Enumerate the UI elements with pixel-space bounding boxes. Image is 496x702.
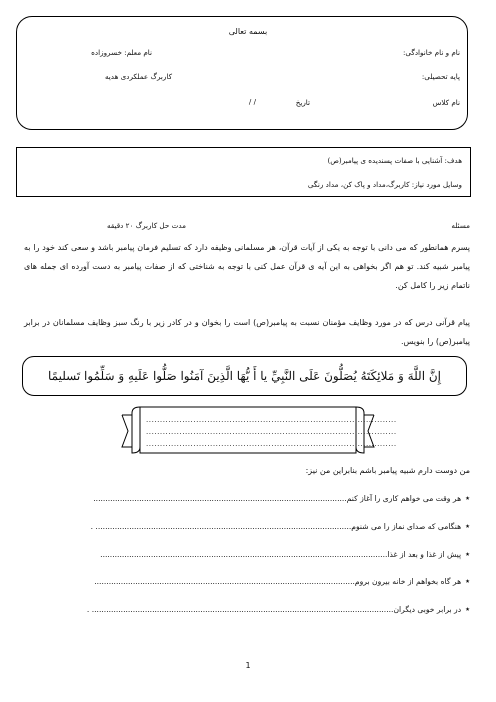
sentence-item[interactable]: ٭هنگامی که صدای نماز را می شنوم.......................................................................................................... . bbox=[90, 522, 470, 532]
goal-box bbox=[16, 147, 471, 197]
tools-text: وسایل مورد نیاز: کاربرگ،مداد و پاک کن، مداد رنگی bbox=[307, 180, 462, 189]
quran-verse: إِنَّ اللَّهَ وَ مَلائِكَتَهُ يُصَلُّونَ عَلَى النَّبِيِّ يا أَ يُّهَا الَّذِينَ آمَنُوا صَلُّوا عَلَيهِ وَ سَلِّمُوا تَسليمًا bbox=[47, 369, 442, 383]
star-bullet-icon: ٭ bbox=[465, 494, 470, 504]
grade-label: پایه تحصیلی: bbox=[421, 72, 460, 81]
sentence-item[interactable]: ٭هر وقت می خواهم کاری را آغاز کنم......................................................................................................... bbox=[93, 494, 470, 504]
sentence-item[interactable]: ٭در برابر خوبی دیگران............................................................................................................................. . bbox=[86, 605, 470, 615]
scroll-line-2[interactable]: .......................................................................................... bbox=[146, 427, 397, 436]
star-bullet-icon: ٭ bbox=[465, 522, 470, 532]
star-bullet-icon: ٭ bbox=[465, 550, 470, 560]
sentence-item[interactable]: ٭هر گاه بخواهم از خانه بیرون بروم............................................................................................................ bbox=[94, 577, 470, 587]
worksheet-label: کاربرگ عملکردی هدیه bbox=[104, 72, 172, 81]
star-bullet-icon: ٭ bbox=[465, 577, 470, 587]
goal-text: هدف: آشنایی با صفات پسندیده ی پیامبر(ص) bbox=[327, 156, 462, 165]
scroll-line-1[interactable]: .......................................................................................... bbox=[146, 415, 397, 424]
quran-verse-box bbox=[22, 356, 467, 396]
class-label: نام کلاس bbox=[432, 98, 460, 107]
bismillah: بسمه تعالی bbox=[228, 27, 268, 36]
teacher-label: نام معلم: خسروزاده bbox=[91, 48, 152, 57]
sentence-item[interactable]: ٭پیش از غذا و بعد از غذا....................................................................................................................... bbox=[100, 550, 470, 560]
date-slashes: / / bbox=[248, 97, 256, 106]
problem-paragraph: پسرم همانطور که می دانی با توجه به یکی از آیات قرآن، هر مسلمانی وظیفه دارد که تسلیم فرمان پیامبر باشد و سعی کند خود را به پیامبر شبیه کند. تو هم اگر بخواهی به این آیه ی قرآن عمل کنی با توجه به شناختی که از صفات پیامبر به دست آورده ای جمله های ناتمام زیر را کامل کن. bbox=[24, 243, 470, 290]
sentences-intro: من دوست دارم شبیه پیامبر باشم بنابراین من نیز: bbox=[305, 466, 470, 475]
scroll-line-3[interactable]: .......................................................................................... bbox=[146, 439, 397, 448]
worksheet-time: مدت حل کاربرگ ۲۰ دقیقه bbox=[107, 221, 186, 230]
quran-intro: پیام قرآنی درس که در مورد وظایف مؤمنان نسبت به پیامبر(ص) است را بخوان و در کادر زیر با رنگ سبز وظایف مسلمانان در برابر پیامبر(ص) را بنویس. bbox=[24, 318, 470, 346]
star-bullet-icon: ٭ bbox=[465, 605, 470, 615]
student-name-label: نام و نام خانوادگی: bbox=[403, 48, 460, 57]
date-label: تاریخ bbox=[295, 98, 310, 107]
page-number: 1 bbox=[245, 661, 251, 670]
problem-label: مسئله bbox=[451, 221, 470, 230]
